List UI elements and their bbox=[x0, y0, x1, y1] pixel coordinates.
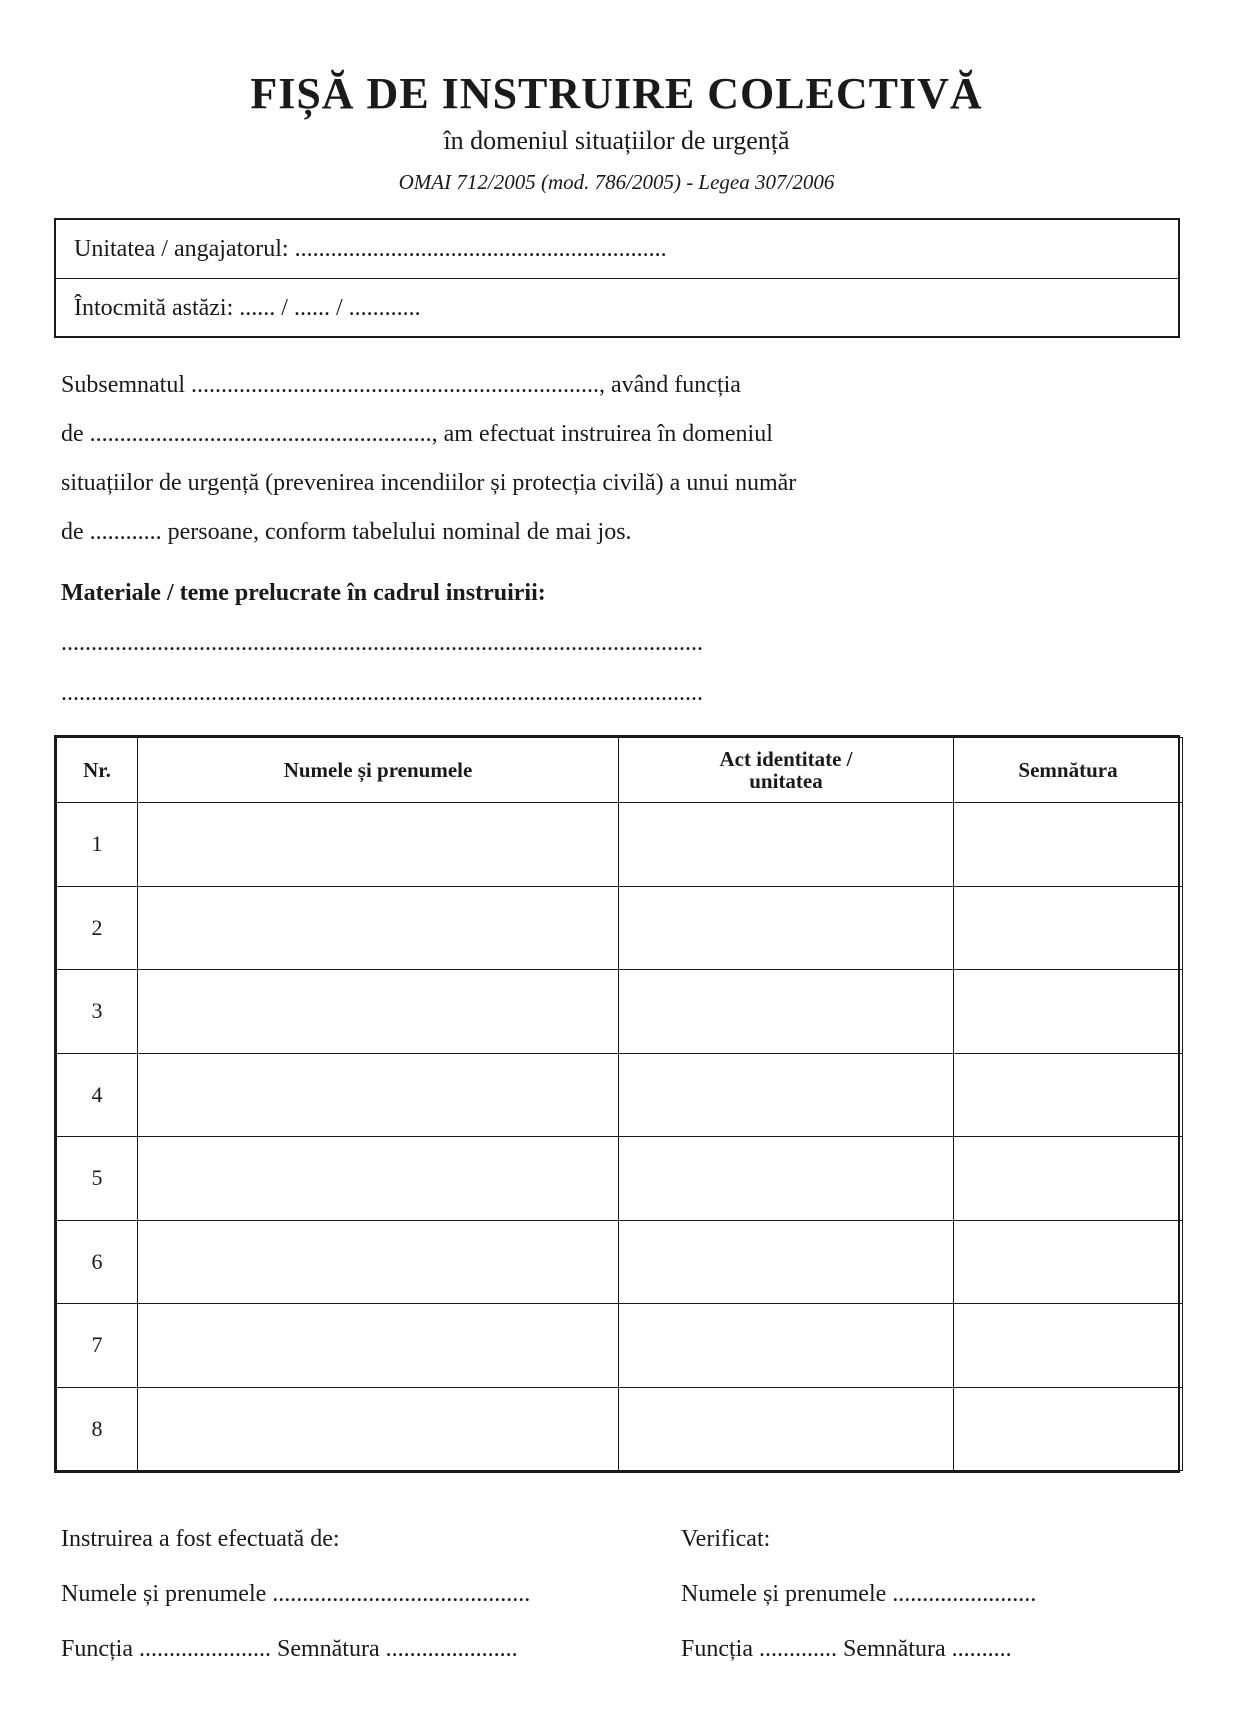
id-cell[interactable] bbox=[619, 1137, 954, 1221]
id-cell[interactable] bbox=[619, 970, 954, 1054]
id-cell[interactable] bbox=[619, 886, 954, 970]
header-id-line-1: Act identitate / bbox=[719, 747, 853, 771]
row-number: 7 bbox=[57, 1304, 138, 1388]
name-cell[interactable] bbox=[138, 1387, 619, 1471]
verifier-name-line: Numele și prenumele ........................ bbox=[681, 1581, 1037, 1607]
name-cell[interactable] bbox=[138, 970, 619, 1054]
name-cell[interactable] bbox=[138, 803, 619, 887]
signature-cell[interactable] bbox=[954, 1387, 1183, 1471]
table-row bbox=[57, 1220, 1183, 1304]
table-row bbox=[57, 1053, 1183, 1137]
header-nr: Nr. bbox=[57, 738, 138, 803]
signature-cell[interactable] bbox=[954, 1304, 1183, 1388]
statement-line-1: Subsemnatul ...................................................................., având funcția bbox=[61, 372, 741, 398]
header-signature: Semnătura bbox=[954, 738, 1183, 803]
verifier-heading: Verificat: bbox=[681, 1526, 771, 1552]
signature-cell[interactable] bbox=[954, 970, 1183, 1054]
table-row bbox=[57, 1304, 1183, 1388]
verifier-function-line: Funcția ............. Semnătura .......... bbox=[681, 1636, 1012, 1662]
table-row bbox=[57, 1137, 1183, 1221]
statement-line-4: de ............ persoane, conform tabelului nominal de mai jos. bbox=[61, 519, 632, 545]
header-id bbox=[619, 738, 954, 803]
id-cell[interactable] bbox=[619, 1053, 954, 1137]
materials-line-1: ........................................................................................................... bbox=[61, 630, 703, 656]
name-cell[interactable] bbox=[138, 1137, 619, 1221]
document-title: FIȘĂ DE INSTRUIRE COLECTIVĂ bbox=[250, 69, 983, 118]
signature-cell[interactable] bbox=[954, 803, 1183, 887]
table-row bbox=[57, 886, 1183, 970]
materials-line-2: ........................................................................................................... bbox=[61, 680, 703, 706]
name-cell[interactable] bbox=[138, 1304, 619, 1388]
header-name: Numele și prenumele bbox=[138, 738, 619, 803]
trainer-heading: Instruirea a fost efectuată de: bbox=[61, 1526, 340, 1552]
unit-line: Unitatea / angajatorul: .............................................................. bbox=[56, 220, 1178, 279]
row-number: 5 bbox=[57, 1137, 138, 1221]
table-row bbox=[57, 803, 1183, 887]
unit-info-box bbox=[54, 218, 1180, 338]
header-id-line-2: unitatea bbox=[749, 769, 823, 793]
name-cell[interactable] bbox=[138, 1053, 619, 1137]
document-subtitle: în domeniul situațiilor de urgență bbox=[443, 126, 790, 155]
row-number: 1 bbox=[57, 803, 138, 887]
table-row bbox=[57, 970, 1183, 1054]
trainer-name-line: Numele și prenumele ........................................... bbox=[61, 1581, 531, 1607]
row-number: 8 bbox=[57, 1387, 138, 1471]
id-cell[interactable] bbox=[619, 1304, 954, 1388]
statement-line-3: situațiilor de urgență (prevenirea incendiilor și protecția civilă) a unui număr bbox=[61, 470, 797, 496]
row-number: 6 bbox=[57, 1220, 138, 1304]
trainer-function-line: Funcția ...................... Semnătura ...................... bbox=[61, 1636, 518, 1662]
statement-line-2: de ........................................................., am efectuat instruirea în domeniul bbox=[61, 421, 773, 447]
signature-cell[interactable] bbox=[954, 1137, 1183, 1221]
table-header-row bbox=[57, 738, 1183, 803]
row-number: 2 bbox=[57, 886, 138, 970]
name-cell[interactable] bbox=[138, 1220, 619, 1304]
name-cell[interactable] bbox=[138, 886, 619, 970]
row-number: 4 bbox=[57, 1053, 138, 1137]
id-cell[interactable] bbox=[619, 803, 954, 887]
id-cell[interactable] bbox=[619, 1220, 954, 1304]
table-row bbox=[57, 1387, 1183, 1471]
materials-heading: Materiale / teme prelucrate în cadrul instruirii: bbox=[61, 580, 546, 606]
row-number: 3 bbox=[57, 970, 138, 1054]
legal-reference: OMAI 712/2005 (mod. 786/2005) - Legea 307/2006 bbox=[398, 170, 835, 194]
date-line: Întocmită astăzi: ...... / ...... / ............ bbox=[74, 295, 421, 321]
signature-cell[interactable] bbox=[954, 1220, 1183, 1304]
id-cell[interactable] bbox=[619, 1387, 954, 1471]
attendance-table bbox=[54, 735, 1180, 1473]
signature-cell[interactable] bbox=[954, 886, 1183, 970]
signature-cell[interactable] bbox=[954, 1053, 1183, 1137]
